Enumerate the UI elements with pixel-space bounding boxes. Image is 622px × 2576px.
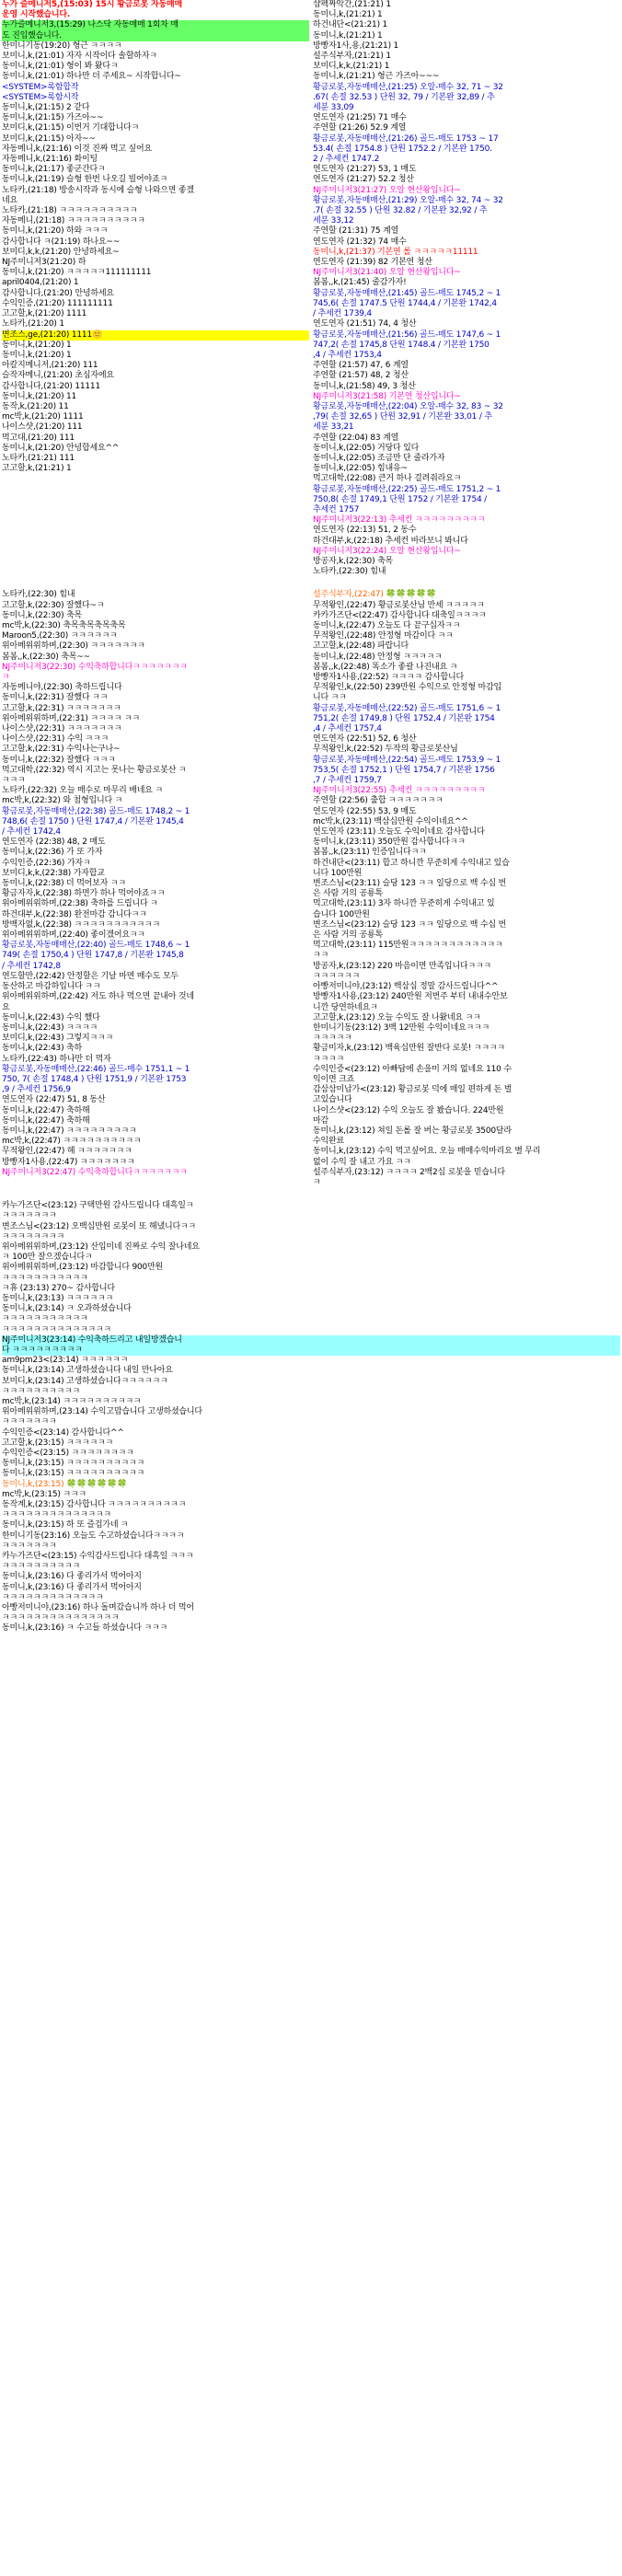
chat-line: 세분 33,21 (313, 422, 354, 433)
chat-line: 봄봄,,k,(23:11) 인증입니다ㅋㅋ (313, 848, 427, 858)
chat-line: 751,2( 손절 1749,8 ) 단원 1752,4 / 기본완 1754 (313, 713, 495, 723)
chat-line: ㅋ 100만 잘으겠습니다ㅋ (2, 1253, 93, 1263)
chat-line: 동미니,k,(21:21) 형근 가즈아~~~ (313, 72, 440, 82)
chat-line: ㅋㅋㅋㅋㅋㅋㅋㅋㅋㅋㅋㅋㅋ (2, 1592, 104, 1602)
chat-line: 위아메위위하며,(23:12) 마감합니다 900만원 (2, 1263, 164, 1273)
chat-line: 봄봄,,k,(22:30) 축목~~ (2, 652, 90, 662)
chat-line: 연도연자 (22:51) 52, 6 청산 (313, 734, 417, 745)
chat-line: 동미니,k,(21:01) 형이 봐 왔다ㅋ (2, 62, 119, 72)
chat-line: 동미니,k,(22:05) 조금만 단 줄라가자 (313, 453, 445, 463)
bottom-section (0, 1201, 622, 1635)
chat-line: ㅋㅋㅋㅋㅋㅋㅋㅋㅋㅋㅋㅋㅋㅋㅋ (2, 1613, 120, 1623)
chat-line: / 추세컨 1742,4 (2, 827, 61, 837)
chat-line: 연도연자 (21:39) 82 기본연 청산 (313, 258, 432, 268)
chat-line: 동미니,k,(23:16) 다 좋리가서 먹어아지 (2, 1582, 142, 1592)
chat-line: 53.4( 손절 1754.8 ) 단원 1752.2 / 기본완 1750. (313, 144, 492, 154)
chat-line: 설주식부자,(23:12) ㅋㅋㅋㅋ 2백2십 로봇을 믿습니다 (313, 1167, 505, 1177)
chat-line: 먹고대학,(22:08) 큰거 하나 걸려줘라요ㅋ (313, 474, 462, 484)
chat-line: ㅋㅋㅋㅋㅋㅋㅋㅋㅋㅋㅋㅋㅋㅋ (2, 1510, 111, 1520)
chat-line: 동미니,k,(21:01) 하나만 더 주세요~ 시작합니다~ (2, 72, 181, 82)
chat-line: am9pm23<(23:14) ㅋㅋㅋㅋㅋㅋ (2, 1356, 129, 1366)
chat-line: 동미니,k,(22:36) 가 또 가자 (2, 848, 103, 858)
chat-line: NJ주미니저3(21:20) 하 (2, 258, 86, 268)
middle-right-column (311, 590, 622, 1188)
chat-line: 보미디,k,(21:15) 이번거 기대합니다ㅋ (2, 123, 140, 133)
chat-line: 자동메니,(21:18) ㅋㅋㅋㅋㅋㅋㅋㅋㅋㅋ (2, 216, 145, 226)
chat-line: 자동메니,k,(21:16) 이것 진짜 먹고 싶어요 (2, 144, 152, 154)
chat-line: 동미니,k,(23:11) 350만원 감사합니다ㅋㅋ (313, 837, 466, 848)
chat-line: 황금로봇,자동매매산,(21:45) 골드-매도 1745,2 ~ 1 (313, 288, 501, 298)
chat-line: ,79( 손절 32,65 ) 단원 32,91 / 기본완 33,01 / 추 (313, 412, 492, 422)
chat-line: 보미디,k,(23:14) 고생하셨습니다ㅋㅋㅋㅋㅋㅋ (2, 1376, 168, 1386)
chat-line: 749( 손절 1750,4 ) 단원 1747,8 / 기본완 1745,8 (2, 951, 184, 961)
chat-line: 고고할,k,(22:31) 수익나는구나~ (2, 745, 121, 755)
chat-line: 설주식부자,(22:47) 🍀🍀🍀🍀🍀 (313, 590, 437, 600)
chat-line: 한미니기동(23:16) 오늘도 수고하셨습니다ㅋㅋㅋㅋ (2, 1531, 185, 1541)
chat-line: 니깐 당연하네요ㅋ (313, 1002, 378, 1012)
chat-line: 먹고대학,(23:11) 115만원ㅋㅋㅋㅋㅋㅋㅋㅋㅋㅋㅋㅋ (313, 941, 503, 951)
chat-line: Maroon5,(22:30) ㅋㅋㅋㅋㅋㅋ (2, 631, 118, 641)
chat-line: 수익인증,(21:20) 111111111 (2, 298, 113, 308)
chat-line: 황금로봇,자동매매산,(21:29) 오알-매수 32, 74 ~ 32 (313, 195, 503, 205)
chat-line: 동미니,k,(22:43) 수익 했다 (2, 1012, 100, 1022)
chat-line: 황금자자,k,(22:38) 하면가 하나 먹어야죠ㅋㅋ (2, 889, 166, 899)
chat-line: 황금로봇,자동매매산,(22:46) 골드-매수 1751,1 ~ 1 (2, 1064, 190, 1074)
chat-line: 하건내단<(21:21) 1 (313, 20, 388, 30)
chat-line: 먹고대학,(22:32) 역시 지고는 못나는 황금로봇산 ㅋ (2, 765, 187, 775)
chat-line: 주연할 (21:57) 47, 6 계열 (313, 361, 409, 371)
chat-line: 네요 (2, 195, 17, 205)
chat-line: 동미니,k,(22:05) 거당다 있다 (313, 443, 420, 453)
chat-line: 황금로봇,자동매매산,(22:52) 골드-매도 1751,6 ~ 1 (313, 703, 501, 713)
chat-line: 동미니,k,(22:47) 오늘도 다 끝구십자ㅋㅋ (313, 620, 461, 630)
chat-line: 보미디,k,(22:43) 그렇지ㅋㅋㅋ (2, 1034, 114, 1044)
chat-line: 동미니,k,(21:15) 2 같다 (2, 103, 90, 113)
chat-line: 수익인증<(23:12) 아빠답에 손을미 거의 없네요 110 수 (313, 1064, 512, 1074)
chat-line: 동미니,k,(23:15) 하 또 즐겁가네 ㅋ (2, 1520, 129, 1531)
chat-line: ㅋㅋㅋㅋㅋㅋㅋㅋㅋㅋㅋㅋㅋㅋ (2, 1324, 111, 1334)
chat-line: <SYSTEM>록함시작 (2, 92, 79, 102)
chat-line: mc박,k,(21:20) 1111 (2, 412, 84, 422)
chat-line: 황금로봇,자동매매산,(21:25) 오알-매수 32, 71 ~ 32 (313, 82, 503, 92)
chat-line: ㅋㅋㅋㅋㅋㅋㅋㅋㅋㅋㅋ (2, 1273, 88, 1283)
chat-line: 동미니,k,(21:20) 1 (2, 340, 72, 350)
chat-line: 자동메니,k,(21:16) 화이팅 (2, 155, 98, 165)
chat-line: 카누가즈단<(23:15) 수익감사드립니다 대흑일 ㅋㅋㅋ (2, 1552, 194, 1562)
chat-line: ㅋ휴 (23:13) 270~ 감사합니다 (2, 1283, 115, 1293)
chat-line: ,7 / 추세컨 1759,7 (313, 776, 382, 786)
chat-line: 고고할,k,(22:30) 잘했다~ㅋ (2, 600, 105, 610)
chat-line: 황금로봇,자동매매산,(22:40) 골드-매도 1748,6 ~ 1 (2, 941, 190, 951)
chat-line: 노타카,(21:18) ㅋㅋㅋㅋㅋㅋㅋㅋㅋㅋ (2, 206, 138, 216)
chat-line: 동작계,k,(23:15) 감사합니다 ㅋㅋㅋㅋㅋㅋㅋㅋㅋㅋ (2, 1500, 187, 1510)
chat-line: mc박,k,(23:11) 백삼십만원 수익이네요^^ (313, 816, 468, 826)
middle-left-column (0, 590, 311, 1178)
chat-line: 보미디,k,k,(21:21) 1 (313, 62, 390, 72)
chat-line: 나이스샷<(23:12) 수익 오늘도 잘 봤습니다. 224만원 (313, 1105, 504, 1115)
chat-line: 동미니,k,(22:31) 잘했다 ㅋㅋ (2, 693, 109, 703)
chat-line: .67( 손절 32.53 ) 단원 32, 79 / 기본완 32,89 / 추 (313, 92, 495, 102)
chat-line: 운영 시작했습니다. (2, 10, 71, 20)
chat-line: 방빵자1사,용,(21:21) 1 (313, 40, 399, 51)
chat-line: 니다 ㅋㅋ (313, 693, 347, 703)
chat-line: NJ주미니저3(22:24) 오알 현산왕입니다~ (313, 546, 461, 556)
chat-line: 습니다 100만원 (313, 909, 370, 919)
chat-line: 황금로봇,자동매매산,(22:38) 골드-매도 1748,2 ~ 1 (2, 806, 190, 816)
section-divider-2 (0, 1188, 622, 1201)
chat-line: 동미니,k,(21:20) 안녕합세요^^ (2, 443, 120, 453)
chat-line: 하건대부,k,(22:38) 완전마감 감니다ㅋㅋ (2, 909, 147, 919)
chat-line: 주연할 (21:31) 75 계열 (313, 226, 399, 237)
chat-line: 위아메위위하며,(23:12) 산입미네 진짜로 수익 잘나네요 (2, 1242, 200, 1252)
chat-line: 동미니,k,(21:21) 1 (313, 10, 383, 20)
chat-line: 동미니,k,(23:16) 다 좋리가서 먹어아지 (2, 1572, 142, 1582)
top-section (0, 0, 622, 577)
chat-line: 위아메위위하며,(22:30) ㅋㅋㅋㅋㅋㅋㅋ (2, 641, 145, 652)
chat-line: 고고할,k,(22:48) 파랍니다 (313, 641, 409, 652)
chat-line: mc박,k,(22:47) ㅋㅋㅋㅋㅋㅋㅋㅋㅋㅋ (2, 1137, 142, 1147)
chat-line: 동미니,k,(22:47) 축하해 (2, 1105, 90, 1115)
chat-line: ,4 / 추세컨 1757,4 (313, 724, 382, 734)
chat-line: 아칼지메니저,(21:20) 111 (2, 361, 98, 371)
chat-line: 먹고대,(21:20) 111 (2, 433, 75, 443)
middle-section (0, 590, 622, 1188)
chat-line: NJ주미니저3(22:55) 추세컨 ㅋㅋㅋㅋㅋㅋㅋㅋㅋ (313, 786, 486, 796)
chat-line: NJ주미니저3(22:13) 추세컨 ㅋㅋㅋㅋㅋㅋㅋㅋㅋ (313, 515, 486, 526)
chat-line: NJ주미니저3(21:40) 오알 현산왕입니다~ (313, 268, 461, 278)
chat-line: 동미니,k,(21:20) ㅋㅋㅋㅋㅋ111111111 (2, 268, 152, 278)
chat-line: 하건내단<(23:11) 합고 하니깐 무준히게 수익내고 있습 (313, 858, 510, 868)
chat-line: 황금로봇,자동매매산,(21:56) 골드-매도 1747,6 ~ 1 (313, 329, 501, 340)
chat-line: 보미디,k,k,(21:20) 안녕하세요~ (2, 247, 120, 257)
chat-line: 익이면 크죠 (313, 1074, 355, 1084)
chat-line: 황금로봇,자동매매산,(22:25) 골드-매도 1751,2 ~ 1 (313, 484, 501, 494)
chat-line: 아빵저미니야,(23:12) 백삼십 정말 감사드립니다^^ (313, 982, 499, 992)
chat-line: 동미니,k,(21:37) 기본연 롤 ㅋㅋㅋㅋㅋ11111 (313, 247, 478, 257)
chat-line: <SYSTEM>록함합작 (2, 82, 79, 92)
chat-line: ㅋㅋㅋㅋㅋ (313, 1034, 352, 1044)
chat-line: ㅋㅋㅋㅋ (313, 1054, 344, 1064)
chat-line: 동미니,k,(23:15) ㅋㅋㅋㅋㅋㅋㅋㅋㅋㅋ (2, 1469, 144, 1479)
chat-line: 황금로봇,자동매매산,(21:26) 골드-매도 1753 ~ 17 (313, 133, 499, 144)
chat-line: 동미니,k,(21:20) 1 (2, 350, 72, 360)
chat-line: ㅋㅋㅋㅋㅋㅋㅋ (2, 1417, 57, 1427)
chat-line: 750,8( 손절 1749,1 단원 1752 / 기본완 1754 / (313, 494, 487, 504)
chat-line: 세분 33,12 (313, 216, 354, 226)
chat-line: 나이스샷,(22:31) ㅋㅋㅋㅋㅋㅋㅋ (2, 724, 122, 734)
chat-line: 수익인증,(22:36) 가자ㅋ (2, 858, 91, 868)
chat-line: 무적왕인,k,(22:52) 두작의 황금로봇산님 (313, 745, 458, 755)
chat-line: 마감 (313, 1115, 328, 1126)
chat-line: 변조스님<(23:12) 슬당 123 ㅋㅋ 일당으로 백 수십 번 (313, 919, 507, 930)
chat-line: 은 사람 거의 공룡톡 (313, 889, 383, 899)
chat-line: 노타카,(22:30) 힘내 (2, 590, 75, 600)
chat-line: 고있습니다 (313, 1095, 352, 1105)
top-left-column (0, 0, 311, 474)
chat-line: 동미니,k,(21:20) 하와 ㅋㅋㅋ (2, 226, 109, 237)
chat-line: 수익완료 (313, 1137, 344, 1147)
chat-line: 745,6( 손절 1747.5 단원 1744,4 / 기본완 1742,4 (313, 298, 497, 308)
chat-line: 연도연자 (21:27) 53, 1 매도 (313, 165, 417, 175)
chat-line: 동미니,k,(22:47) ㅋㅋㅋㅋㅋㅋㅋㅋㅋ (2, 1126, 137, 1136)
chat-line: 동미니,k,(21:20) 11 (2, 391, 77, 401)
chat-line: 연도연자 (21:32) 74 매수 (313, 237, 407, 247)
chat-line: 748,6( 손절 1750 ) 단원 1747,4 / 기본완 1745,4 (2, 816, 184, 826)
chat-line: 슬작자메니,(21:20) 초심자에요 (2, 371, 114, 381)
chat-line: 노타카,(21:20) 1 (2, 319, 64, 329)
chat-line: 보미니,k,(21:01) 자자 시작이다 솔할하자ㅋ (2, 52, 157, 62)
chat-line: 하건대부,k,(22:18) 추세컨 바라보니 봐니다 (313, 536, 468, 546)
chat-line: 동미니,k,(22:32) 잘했다 ㅋㅋㅋ (2, 755, 116, 765)
chat-line: 연도연자 (22:55) 53, 9 매도 (313, 806, 417, 816)
chat-line: 무적왕인,k,(22:50) 239만원 수익으로 안정형 마감입 (313, 683, 502, 693)
chat-line: ㅋㅋㅋㅋㅋㅋㅋㅋㅋㅋ (2, 1562, 80, 1572)
chat-line: 동미니,k,(21:19) 슬형 한번 나오길 빌어야죠ㅋ (2, 175, 167, 185)
chat-line: 설주식부자,(21:21) 1 (313, 52, 391, 62)
chat-line: 동산하고 마감하입니다 ㅋㅋ (2, 982, 101, 992)
chat-line: 샵펙짜악간,(21:21) 1 (313, 0, 391, 9)
chat-line: 수익인증<(23:15) ㅋㅋㅋㅋㅋㅋㅋㅋ (2, 1449, 134, 1459)
chat-line: 동미니,k,(23:14) ㅋ 오과하셨습니다 (2, 1304, 132, 1314)
chat-line: 위아메위위하며,(22:40) 좋이겠어요ㅋㅋ (2, 930, 145, 941)
chat-line: 추세컨 1757 (313, 504, 360, 514)
chat-line: 위아메위위하며,(22:38) 축하를 드립니다 ㅋ (2, 899, 158, 909)
chat-line: 없이 수익 잘 내고 가요 ㅋㅋ (313, 1157, 411, 1167)
chat-line: 위아메위위하며,(23:14) 수익고맙습니다 고생하셨습니다 (2, 1407, 202, 1417)
chat-line: 무적왕인,(22:47) 황금로봇산님 만세 ㅋㅋㅋㅋㅋ (313, 600, 485, 610)
chat-line: 노타카,(22:32) 오늘 매수로 마무리 배네요 ㅋ (2, 786, 163, 796)
chat-line: 750, 7( 손절 1748,4 ) 단원 1751,9 / 기본완 1753 (2, 1074, 187, 1084)
chat-line: ㅋㅋㅋㅋㅋㅋㅋㅋ (2, 1231, 64, 1242)
chat-line: 무적왕인,(22:47) 헤 ㅋㅋㅋㅋㅋㅋㅋ (2, 1147, 132, 1157)
chat-line: 동미니,k,(23:16) ㅋ 수고들 하셨습니다 ㅋㅋㅋ (2, 1623, 167, 1634)
chat-line: ㅋㅋ (313, 951, 328, 961)
chat-line: 동미니,k,(22:48) 안정형 ㅋㅋㅋㅋㅋ (313, 652, 443, 662)
chat-line: 변조스님<(23:11) 슬당 123 ㅋㅋ 일당으로 백 수십 번 (313, 879, 507, 889)
chat-line: 노타카,(21:21) 111 (2, 453, 75, 463)
chat-line: ㅋ (2, 673, 10, 682)
chat-line: 다 ㅋㅋㅋㅋㅋㅋㅋㅋㅋ (2, 1346, 620, 1356)
chat-line: 동미니,k,(22:47) 축하해 (2, 1115, 90, 1126)
chat-line: 동미니,k,(23:12) 수익 먹고싶어요. 오늘 매매수익마리요 별 무리 (313, 1147, 541, 1157)
chat-line: 동미니,k,(21:15) 가즈아~~ (2, 113, 104, 123)
section-divider-1 (0, 577, 622, 590)
chat-line: 동미니,k,(22:43) 축하 (2, 1044, 83, 1054)
chat-line: 도 진입했습니다. (2, 31, 309, 41)
chat-line: 방빵자1사용,(22:47) ㅋㅋㅋㅋㅋㅋㅋ (2, 1157, 135, 1167)
chat-line: 누가 즐메니저5,(15:03) 15시 황금로봇 자동매매 (2, 0, 183, 9)
chat-line: 황금미자,k,(23:12) 백육십만원 잘반다 로봇! ㅋㅋㅋㅋ (313, 1044, 505, 1054)
chat-line: 무적왕인,(22:48) 안정형 마감이다 ㅋㅋ (313, 631, 454, 641)
chat-line: NJ주미니저3(22:47) 수익축하합니다ㅋㅋㅋㅋㅋㅋㅋ (2, 1167, 188, 1177)
chat-line: 고고할,k,(23:12) 오늘 수익도 잘 나왔네요 ㅋㅋ (313, 1012, 481, 1022)
chat-line: 니다 100만원 (313, 868, 363, 878)
chat-line: ㅋㅋㅋ (2, 776, 26, 786)
chat-line: ㅋㅋㅋㅋㅋㅋㅋ (2, 1541, 57, 1551)
chat-line: 주연할 (21:57) 48, 2 청산 (313, 371, 409, 381)
chat-line: 동미니,k,(21:58) 49, 3 청산 (313, 381, 416, 391)
chat-line: 연도연자 (21:25) 71 매수 (313, 113, 407, 123)
chat-line: ㅋㅋㅋㅋㅋㅋ (313, 971, 360, 981)
chat-line: NJ주미니저3(23:14) 수익축하드리고 내일방겠습니 (2, 1335, 620, 1346)
chat-line: 주연할 (22:04) 83 계열 (313, 433, 399, 443)
chat-line: 방공자,k,(22:30) 축목 (313, 556, 394, 566)
chat-line: ㅋㅋㅋㅋㅋㅋㅋㅋㅋㅋ (2, 1386, 80, 1396)
chat-line: 동미니,k,(21:21) 1 (313, 30, 383, 40)
chat-line: 봄봄,,k,(21:45) 줄감가자! (313, 278, 407, 288)
chat-line: 동미니,k,(22:38) 더 먹어보자 ㅋㅋ (2, 879, 126, 889)
chat-line: 동미니,k,(22:30) 축목 (2, 610, 83, 620)
chat-line: 보미디,k,k,(22:38) 가자합교 (2, 868, 105, 878)
chat-line: NJ주미니저3(21:58) 기본연 청산입니다~ (313, 391, 461, 401)
chat-line: mc박,k,(23:14) ㅋㅋㅋㅋㅋㅋㅋㅋㅋㅋ (2, 1397, 142, 1407)
chat-line: 먹고대학,(23:11) 3자 하니깐 무준히게 수익내고 있 (313, 899, 495, 909)
chat-line: mc박,k,(22:32) 와 첨형입니다 ㅋ (2, 796, 123, 806)
chat-line: 동미니,k,(22:05) 힘내유~ (313, 464, 408, 474)
chat-line: 나이스샷,(21:20) 111 (2, 422, 83, 433)
chat-line: 변조스님<(23:12) 오백십만원 로봇이 또 해냈니다ㅋㅋ (2, 1221, 196, 1231)
chat-line: 동미니,k,(23:15) ㅋㅋㅋㅋㅋㅋㅋㅋㅋㅋ (2, 1459, 144, 1469)
chat-line: 고고할,k,(22:31) ㅋㅋㅋㅋㅋㅋㅋ (2, 703, 121, 713)
chat-line: 감사합니다,(21:20) 11111 (2, 381, 100, 391)
chat-line: 보미디,k,(21:15) 아자~~ (2, 133, 96, 144)
chat-line: 2 / 추세컨 1747.2 (313, 155, 380, 165)
chat-line: 주연할 (21:26) 52.9 계열 (313, 123, 407, 133)
chat-line: 방백자없,k,(22:38) ㅋㅋㅋㅋㅋㅋㅋㅋㅋㅋㅋ (2, 919, 160, 930)
chat-line: 은 사람 거의 공룡톡 (313, 930, 383, 941)
chat-line: 아빵저미니야,(23:16) 하나 돌며갔습니까 하나 더 먹어 (2, 1603, 194, 1613)
chat-line: ㅋㅋㅋㅋㅋㅋㅋ (2, 1211, 57, 1221)
chat-line: 연도연자 (22:13) 51, 2 동수 (313, 526, 417, 536)
chat-line: 감사합니다 ㅋ(21:19) 하나요~~ (2, 237, 121, 247)
chat-line: 주연할 (22:56) 출합 ㅋㅋㅋㅋㅋㅋㅋ (313, 796, 443, 806)
chat-line: mc박,k,(23:15) ㅋㅋㅋ (2, 1489, 86, 1499)
chat-line: 연도연자 (23:11) 오늘도 수익이네요 감사합니다 (313, 827, 485, 837)
chat-line: 고고할,k,(21:21) 1 (2, 464, 72, 474)
chat-line: 고고할,k,(21:20) 1111 (2, 309, 87, 319)
chat-line: 위아메위위하며,(22:31) ㅋㅋㅋㅋ ㅋㅋ (2, 713, 140, 723)
chat-line: 감삼삼미납가<(23:12) 황금로봇 덕에 매일 편하게 돈 벌 (313, 1085, 513, 1095)
chat-line: ,9 / 추세컨 1756,9 (2, 1085, 71, 1095)
chat-line: mc박,k,(22:30) 축목축목축목축목 (2, 620, 126, 630)
chat-line: 방빵자1사용,(23:12) 240만원 저번주 부터 내내수안보 (313, 992, 508, 1002)
chat-line: 변조스,ge,(21:20) 1111🙂 (2, 330, 309, 341)
chat-line: 한미니기동(23:12) 3백 12만원 수익이네요ㅋㅋㅋ (313, 1022, 490, 1033)
chat-line: 한미니기동(19:20) 형근 ㅋㅋㅋㅋ (2, 40, 122, 51)
chat-line: NJ주미니저3(21:27) 오알 현산왕입니다~ (313, 185, 461, 195)
chat-line: 연도할만,(22:42) 안정할은 기날 마면 매수도 모두 (2, 971, 179, 981)
chat-line: 황금로봇,자동매매산,(22:54) 골드-매도 1753,9 ~ 1 (313, 755, 501, 765)
chat-line: 747,2( 손절 1745,8 단원 1748.4 / 기본완 1750 (313, 340, 490, 350)
chat-line: 753,5( 손절 1752,1 ) 단원 1754,7 / 기본완 1756 (313, 765, 495, 775)
chat-line: 감사합니다,(21:20) 안녕하세요 (2, 288, 114, 298)
chat-line: / 추세컨 1742,8 (2, 961, 61, 971)
chat-line: 황금로봇,자동매매산,(22:04) 오알-매수 32, 83 ~ 32 (313, 401, 503, 411)
chat-line: 동미니,k,(23:12) 쳐일 돈롤 잘 버는 황금로봇 3500달라 (313, 1126, 512, 1136)
chat-line: 고고할,k,(23:15) ㅋㅋㅋㅋㅋㅋ (2, 1438, 114, 1448)
chat-line: 동미니,k,(23:15) 🍀🍀🍀🍀🍀🍀 (2, 1479, 128, 1489)
chat-line: NJ주미니저3(22:30) 수익축하합니다ㅋㅋㅋㅋㅋㅋㅋ (2, 662, 188, 672)
chat-line: 수익인증<(23:14) 감사합니다^^ (2, 1427, 124, 1438)
chat-line: 동미니,k,(21:17) 좋군간다ㅋ (2, 165, 106, 175)
chat-line: 세분 33,09 (313, 103, 354, 113)
chat-line: 동미니,k,(22:43) ㅋㅋㅋㅋ (2, 1022, 98, 1033)
chat-line: 동미니,k,(23:14) 고생하셨습니다 내일 만나아요 (2, 1366, 173, 1376)
chat-line: 동미니,k,(23:13) ㅋㅋㅋㅋㅋㅋ (2, 1293, 114, 1303)
chat-line: ㅋㅋㅋㅋㅋㅋㅋㅋㅋㅋㅋ (2, 1314, 88, 1324)
chat-line: 동작,k,(21:20) 11 (2, 401, 69, 411)
chat-line: 노타카,(22:30) 힘내 (313, 567, 386, 577)
chat-line: april0404,(21:20) 1 (2, 278, 79, 288)
chat-line: 노타카,(22:43) 하나만 더 먹자 (2, 1054, 111, 1064)
chat-line: .7( 손절 32.55 ) 단원 32.82 / 기본완 32,92 / 추 (313, 206, 488, 216)
chat-line: 자동메니야,(22:30) 축하드립니다 (2, 683, 122, 693)
chat-line: 연도연자 (22:47) 51, 8 동산 (2, 1095, 106, 1105)
chat-line: 봄봄,,k,(22:48) 똑소가 좋괄 나진내요 ㅋ (313, 662, 458, 672)
chat-line: ,4 / 추세컨 1753,4 (313, 350, 382, 360)
chat-line: ㅋ (313, 1177, 321, 1187)
chat-line: 카누가즈단<(23:12) 구택만원 감사드립니다 대흑일ㅋ (2, 1201, 194, 1211)
chat-line: 나이스샷,(22:31) 수익 ㅋㅋㅋ (2, 734, 109, 745)
chat-line: 요 (2, 1002, 10, 1012)
chat-line: 방빵자1사용,(22:52) ㅋㅋㅋㅋ 감사합니다 (313, 673, 464, 682)
chat-line: 위아메위위하며,(22:42) 저도 하나 먹으면 끝내아 것네 (2, 992, 194, 1002)
chat-line: 연도연자 (22:38) 48, 2 매도 (2, 837, 106, 848)
chat-line: 노타카,(21:18) 방송시작과 동시에 슬형 나와으면 좋겠 (2, 185, 194, 195)
chat-line: 방공자,k,(23:12) 220 마음이면 만족입니다ㅋㅋㅋ (313, 961, 491, 971)
chat-line: 연도연자 (21:51) 74, 4 청산 (313, 319, 417, 329)
chat-line: 카카가즈단<(22:47) 감사합니다 대축일ㅋㅋㅋㅋ (313, 610, 487, 620)
chat-line: 누가즐메니저3,(15:29) 나스닥 자동매매 1회차 매 (2, 20, 309, 30)
chat-line: 연도연자 (21:27) 52.2 청산 (313, 175, 414, 185)
chat-line: / 추세컨 1739,4 (313, 309, 372, 319)
top-right-column (311, 0, 622, 577)
